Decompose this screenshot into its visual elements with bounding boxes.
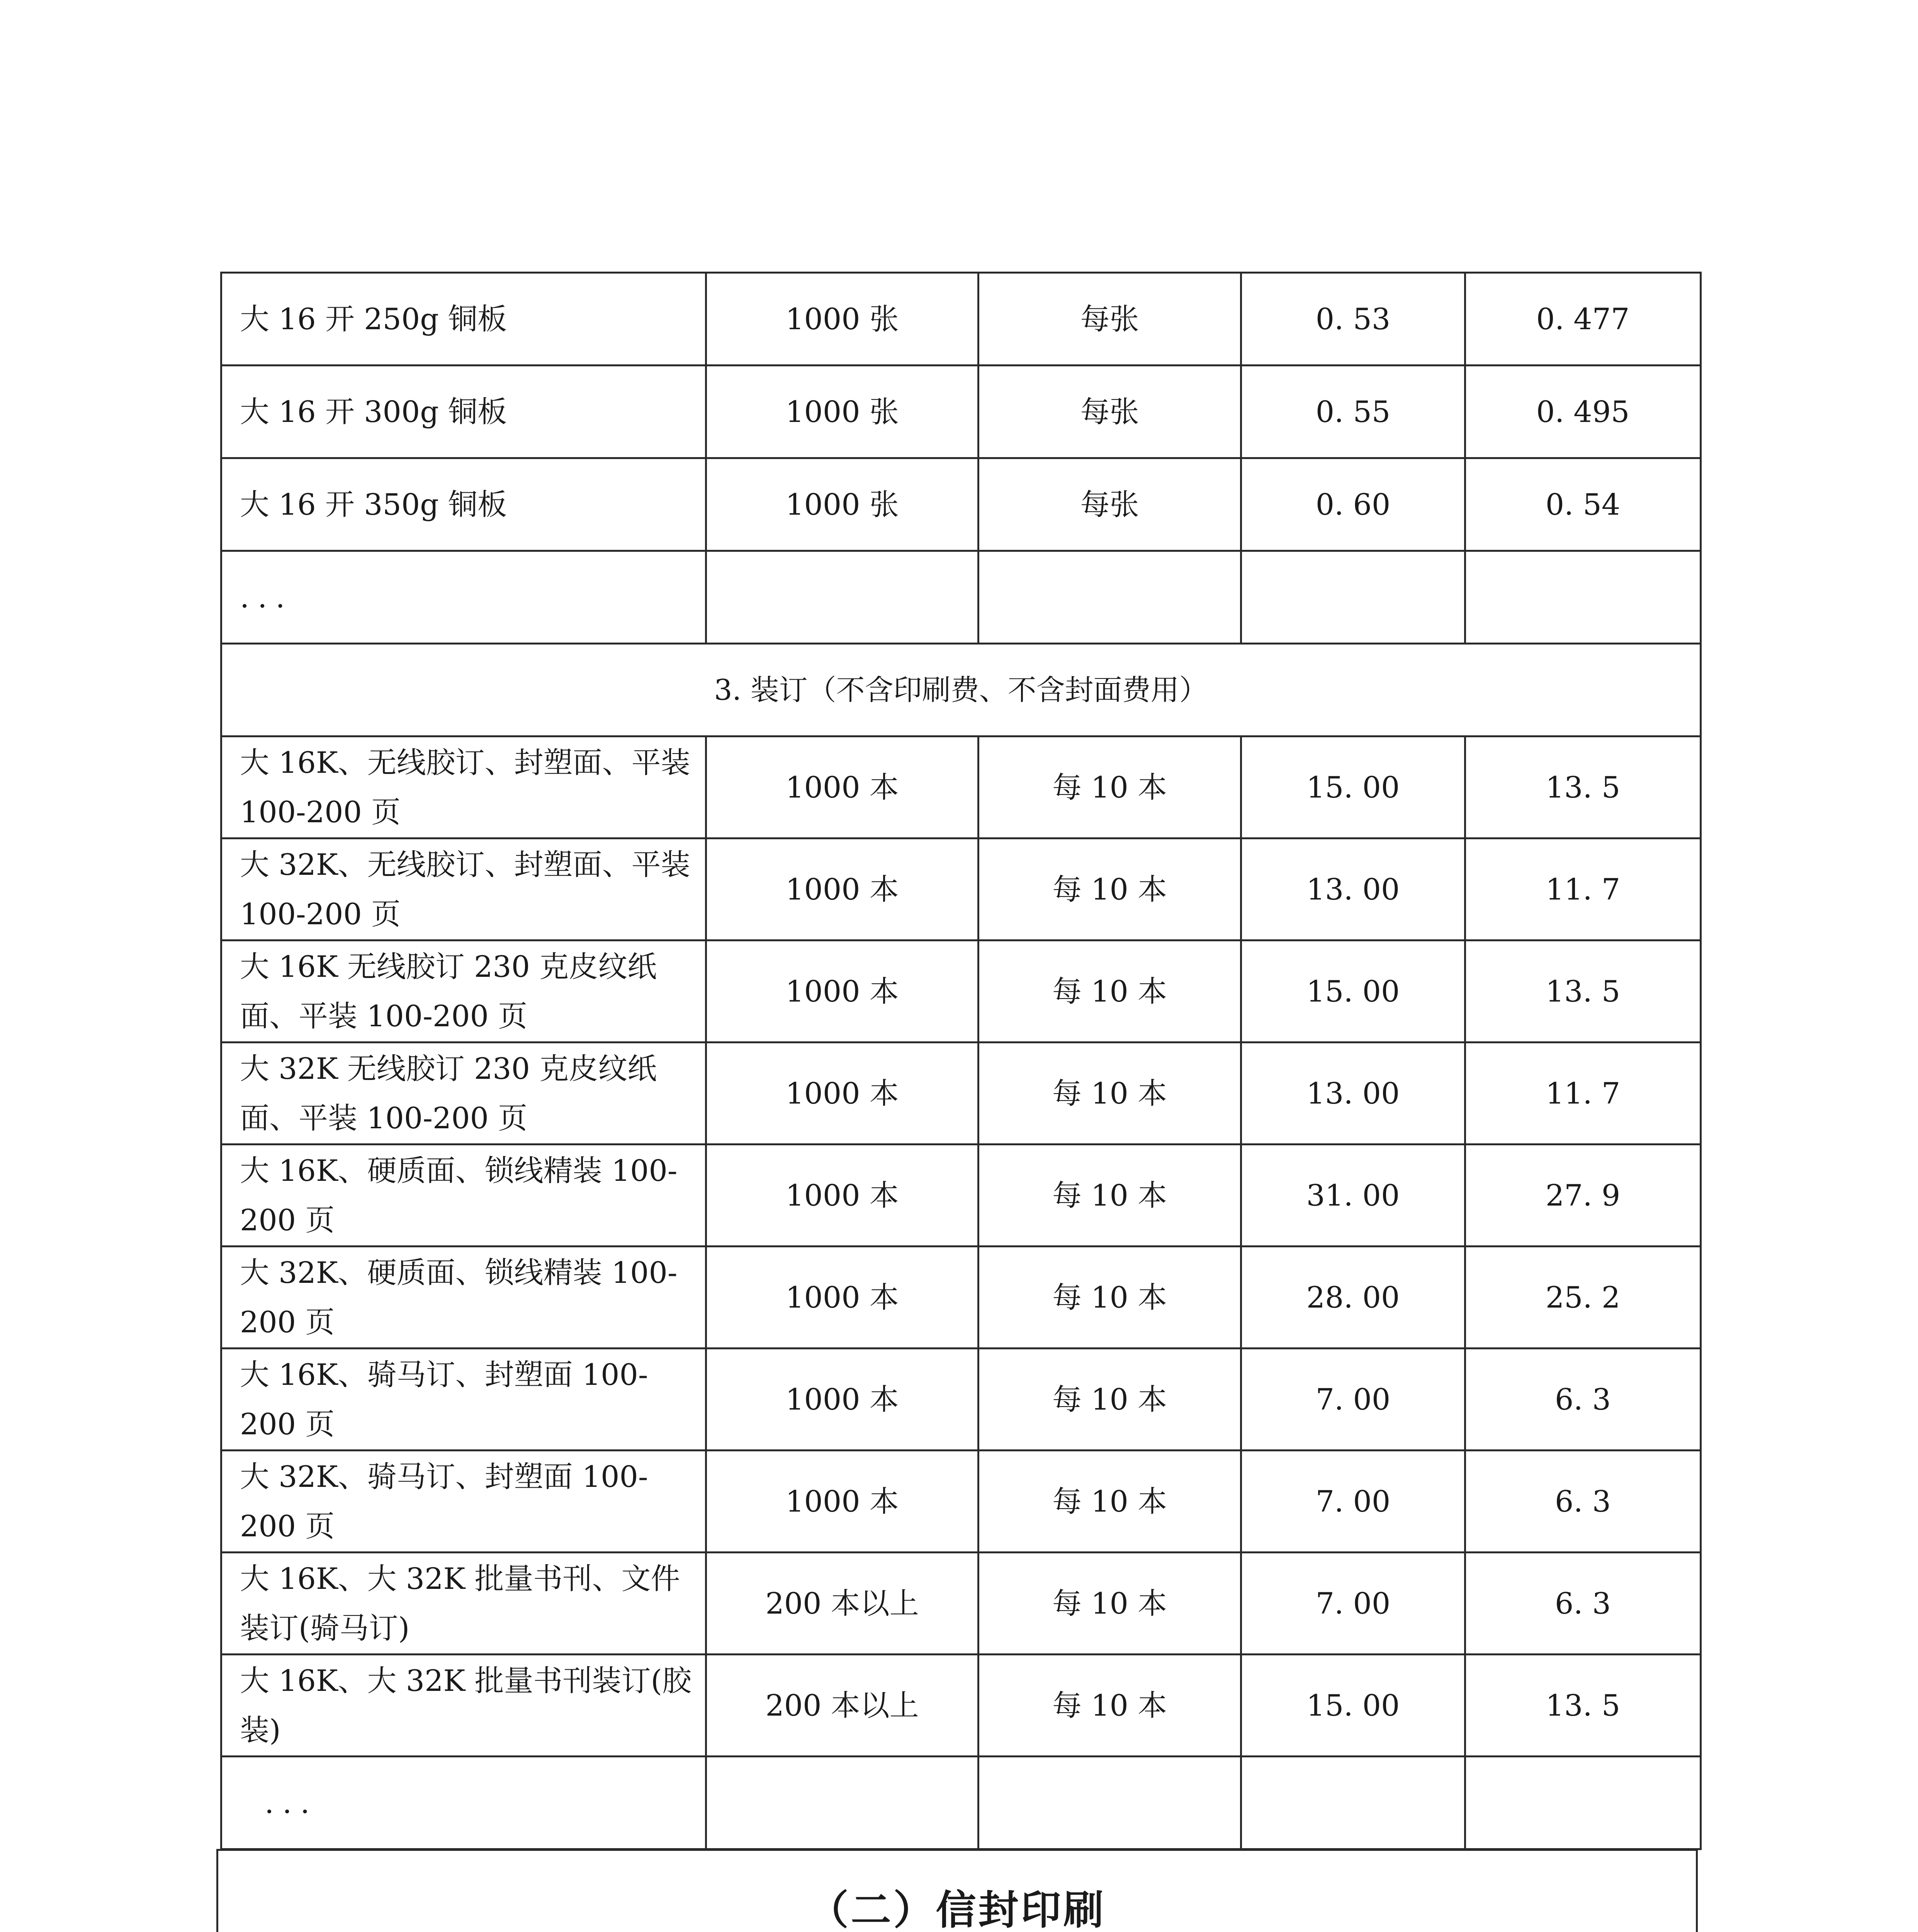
price-after-cell: 27. 9	[1465, 1145, 1701, 1247]
ellipsis-row	[221, 1757, 1701, 1849]
unit-cell: 每 10 本	[979, 736, 1241, 838]
item-cell: 大 16K、骑马订、封塑面 100-200 页	[221, 1349, 706, 1451]
qty-cell: 1000 本	[706, 1145, 979, 1247]
qty-cell: 1000 张	[706, 366, 979, 458]
ellipsis-cell: ...	[221, 1757, 706, 1849]
item-cell: 大 16 开 250g 铜板	[221, 273, 706, 366]
table-row	[221, 940, 1701, 1043]
section-title-binding: 3. 装订（不含印刷费、不含封面费用）	[221, 644, 1701, 736]
price-after-cell: 6. 3	[1465, 1553, 1701, 1655]
table-row	[221, 1145, 1701, 1247]
qty-cell: 1000 张	[706, 273, 979, 366]
qty-cell: 1000 本	[706, 1451, 979, 1553]
qty-cell: 1000 张	[706, 458, 979, 551]
price-before-cell: 13. 00	[1241, 1043, 1465, 1145]
table-row	[221, 1553, 1701, 1655]
price-before-cell: 15. 00	[1241, 736, 1465, 838]
qty-cell: 1000 本	[706, 1043, 979, 1145]
unit-cell: 每张	[979, 458, 1241, 551]
table-row	[221, 458, 1701, 551]
table-row	[221, 1247, 1701, 1349]
section-row	[217, 1850, 1697, 1932]
item-cell: 大 16K、硬质面、锁线精装 100-200 页	[221, 1145, 706, 1247]
unit-cell: 每 10 本	[979, 940, 1241, 1043]
unit-cell: 每 10 本	[979, 1553, 1241, 1655]
section-title-envelope: （二）信封印刷	[217, 1850, 1697, 1932]
qty-cell: 1000 本	[706, 736, 979, 838]
table-row	[221, 366, 1701, 458]
item-cell: 大 16K、无线胶订、封塑面、平装 100-200 页	[221, 736, 706, 838]
ellipsis-row	[221, 551, 1701, 644]
table-row	[221, 1043, 1701, 1145]
price-after-cell: 6. 3	[1465, 1451, 1701, 1553]
unit-cell: 每张	[979, 366, 1241, 458]
price-before-cell: 7. 00	[1241, 1349, 1465, 1451]
table-row	[221, 1451, 1701, 1553]
ellipsis-cell: ...	[221, 551, 706, 644]
item-cell: 大 32K、硬质面、锁线精装 100-200 页	[221, 1247, 706, 1349]
unit-cell: 每 10 本	[979, 838, 1241, 940]
item-cell: 大 16K、大 32K 批量书刊、文件装订(骑马订)	[221, 1553, 706, 1655]
price-after-cell: 11. 7	[1465, 838, 1701, 940]
section-row	[221, 644, 1701, 736]
table-row	[221, 838, 1701, 940]
qty-cell: 200 本以上	[706, 1655, 979, 1757]
price-after-cell: 0. 495	[1465, 366, 1701, 458]
price-after-cell: 25. 2	[1465, 1247, 1701, 1349]
price-before-cell: 0. 53	[1241, 273, 1465, 366]
price-after-cell: 13. 5	[1465, 940, 1701, 1043]
item-cell: 大 16 开 350g 铜板	[221, 458, 706, 551]
unit-cell: 每 10 本	[979, 1043, 1241, 1145]
table-row	[221, 736, 1701, 838]
price-table-continued	[220, 272, 1702, 1850]
unit-cell: 每 10 本	[979, 1451, 1241, 1553]
price-before-cell: 0. 60	[1241, 458, 1465, 551]
price-before-cell: 15. 00	[1241, 940, 1465, 1043]
price-before-cell: 13. 00	[1241, 838, 1465, 940]
price-before-cell: 15. 00	[1241, 1655, 1465, 1757]
qty-cell: 1000 本	[706, 940, 979, 1043]
envelope-printing-table	[216, 1849, 1698, 1932]
price-after-cell: 6. 3	[1465, 1349, 1701, 1451]
price-before-cell: 0. 55	[1241, 366, 1465, 458]
item-cell: 大 32K、骑马订、封塑面 100-200 页	[221, 1451, 706, 1553]
table-row	[221, 1349, 1701, 1451]
price-before-cell: 7. 00	[1241, 1451, 1465, 1553]
price-after-cell: 0. 54	[1465, 458, 1701, 551]
price-after-cell: 0. 477	[1465, 273, 1701, 366]
unit-cell: 每 10 本	[979, 1655, 1241, 1757]
item-cell: 大 16K、大 32K 批量书刊装订(胶装)	[221, 1655, 706, 1757]
qty-cell: 1000 本	[706, 838, 979, 940]
price-before-cell: 31. 00	[1241, 1145, 1465, 1247]
qty-cell: 1000 本	[706, 1247, 979, 1349]
table-row	[221, 1655, 1701, 1757]
price-after-cell: 11. 7	[1465, 1043, 1701, 1145]
qty-cell: 1000 本	[706, 1349, 979, 1451]
price-after-cell: 13. 5	[1465, 736, 1701, 838]
qty-cell: 200 本以上	[706, 1553, 979, 1655]
unit-cell: 每 10 本	[979, 1349, 1241, 1451]
item-cell: 大 32K、无线胶订、封塑面、平装 100-200 页	[221, 838, 706, 940]
price-after-cell: 13. 5	[1465, 1655, 1701, 1757]
item-cell: 大 16K 无线胶订 230 克皮纹纸面、平装 100-200 页	[221, 940, 706, 1043]
unit-cell: 每 10 本	[979, 1145, 1241, 1247]
price-before-cell: 28. 00	[1241, 1247, 1465, 1349]
item-cell: 大 16 开 300g 铜板	[221, 366, 706, 458]
price-before-cell: 7. 00	[1241, 1553, 1465, 1655]
table-row	[221, 273, 1701, 366]
unit-cell: 每 10 本	[979, 1247, 1241, 1349]
item-cell: 大 32K 无线胶订 230 克皮纹纸面、平装 100-200 页	[221, 1043, 706, 1145]
unit-cell: 每张	[979, 273, 1241, 366]
